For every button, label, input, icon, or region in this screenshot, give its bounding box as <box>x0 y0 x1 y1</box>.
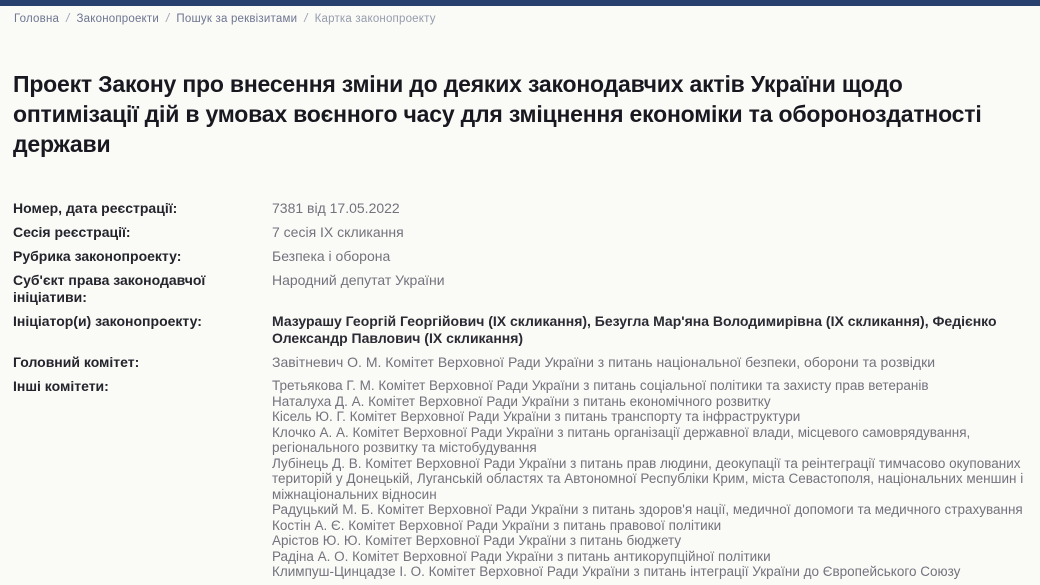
breadcrumb-search-link[interactable]: Пошук за реквізитами <box>176 13 298 25</box>
detail-value-initiators: Мазурашу Георгій Георгійович (ІХ скликання), Безугла Мар'яна Володимирівна (ІХ скликання), Федієнко Олександр Павлович (ІХ скликання) <box>272 313 997 346</box>
detail-label: Ініціатор(и) законопроекту: <box>13 313 202 329</box>
breadcrumb-separator: / <box>66 13 70 25</box>
detail-value: Безпека і оборона <box>272 248 391 264</box>
detail-row-number-date <box>13 200 1040 217</box>
detail-label: Рубрика законопроекту: <box>13 248 182 264</box>
detail-label: Суб'єкт права законодавчої ініціативи: <box>13 272 206 305</box>
detail-label: Номер, дата реєстрації: <box>13 200 178 216</box>
committee-item: Лубінець Д. В. Комітет Верховної Ради України з питань прав людини, деокупації та реінтеграції тимчасово окупованих територій у Донецькій, Луганській областях та Автономної Республіки Крим, міста Севастополя, національних меншин і міжнаціональних відносин <box>272 455 1024 502</box>
breadcrumb-separator: / <box>304 13 308 25</box>
committee-item: Радіна А. О. Комітет Верховної Ради України з питань антикорупційної політики <box>272 548 771 564</box>
detail-row-other-committees <box>13 378 1040 580</box>
detail-label: Інші комітети: <box>13 378 109 394</box>
committee-item: Кісель Ю. Г. Комітет Верховної Ради України з питань транспорту та інфраструктури <box>272 409 801 424</box>
committee-item: Арістов Ю. Ю. Комітет Верховної Ради України з питань бюджету <box>272 533 682 548</box>
detail-value: 7381 від 17.05.2022 <box>272 200 400 216</box>
bill-details <box>13 200 1040 580</box>
detail-label: Сесія реєстрації: <box>13 224 131 240</box>
committee-item: Третьякова Г. М. Комітет Верховної Ради України з питань соціальної політики та захисту прав ветеранів <box>272 378 929 393</box>
detail-value: Завітневич О. М. Комітет Верховної Ради України з питань національної безпеки, оборони та розвідки <box>272 354 936 370</box>
detail-value: Народний депутат України <box>272 272 445 288</box>
detail-label: Головний комітет: <box>13 354 140 370</box>
committee-item: Климпуш-Цинцадзе І. О. Комітет Верховної Ради України з питань інтеграції України до Європейського Союзу <box>272 564 961 579</box>
breadcrumb-bills-link[interactable]: Законопроекти <box>76 13 160 25</box>
breadcrumb-current-page: Картка законопроекту <box>314 13 436 25</box>
page-title: Проект Закону про внесення зміни до деяких законодавчих актів України щодо оптимізації дій в умовах воєнного часу для зміцнення економіки та обороноздатності держави <box>13 71 982 157</box>
breadcrumb <box>14 13 1040 25</box>
detail-row-main-committee <box>13 354 1040 371</box>
top-accent-bar <box>0 0 1040 6</box>
committee-item: Клочко А. А. Комітет Верховної Ради України з питань організації державної влади, місцевого самоврядування, регіонального розвитку та містобудування <box>272 424 971 455</box>
detail-row-rubric <box>13 248 1040 265</box>
breadcrumb-home-link[interactable]: Головна <box>14 13 60 25</box>
committee-item: Костін А. Є. Комітет Верховної Ради України з питань правової політики <box>272 517 722 533</box>
committee-item: Радуцький М. Б. Комітет Верховної Ради України з питань здоров'я нації, медичної допомоги та медичного страхування <box>272 502 1023 517</box>
committees-list <box>272 378 1037 580</box>
detail-row-initiators <box>13 313 1040 347</box>
detail-value: 7 сесія IX скликання <box>272 224 404 240</box>
detail-row-session <box>13 224 1040 241</box>
detail-row-initiative-subject <box>13 272 1040 306</box>
breadcrumb-separator: / <box>166 13 170 25</box>
committee-item: Наталуха Д. А. Комітет Верховної Ради України з питань економічного розвитку <box>272 393 771 409</box>
